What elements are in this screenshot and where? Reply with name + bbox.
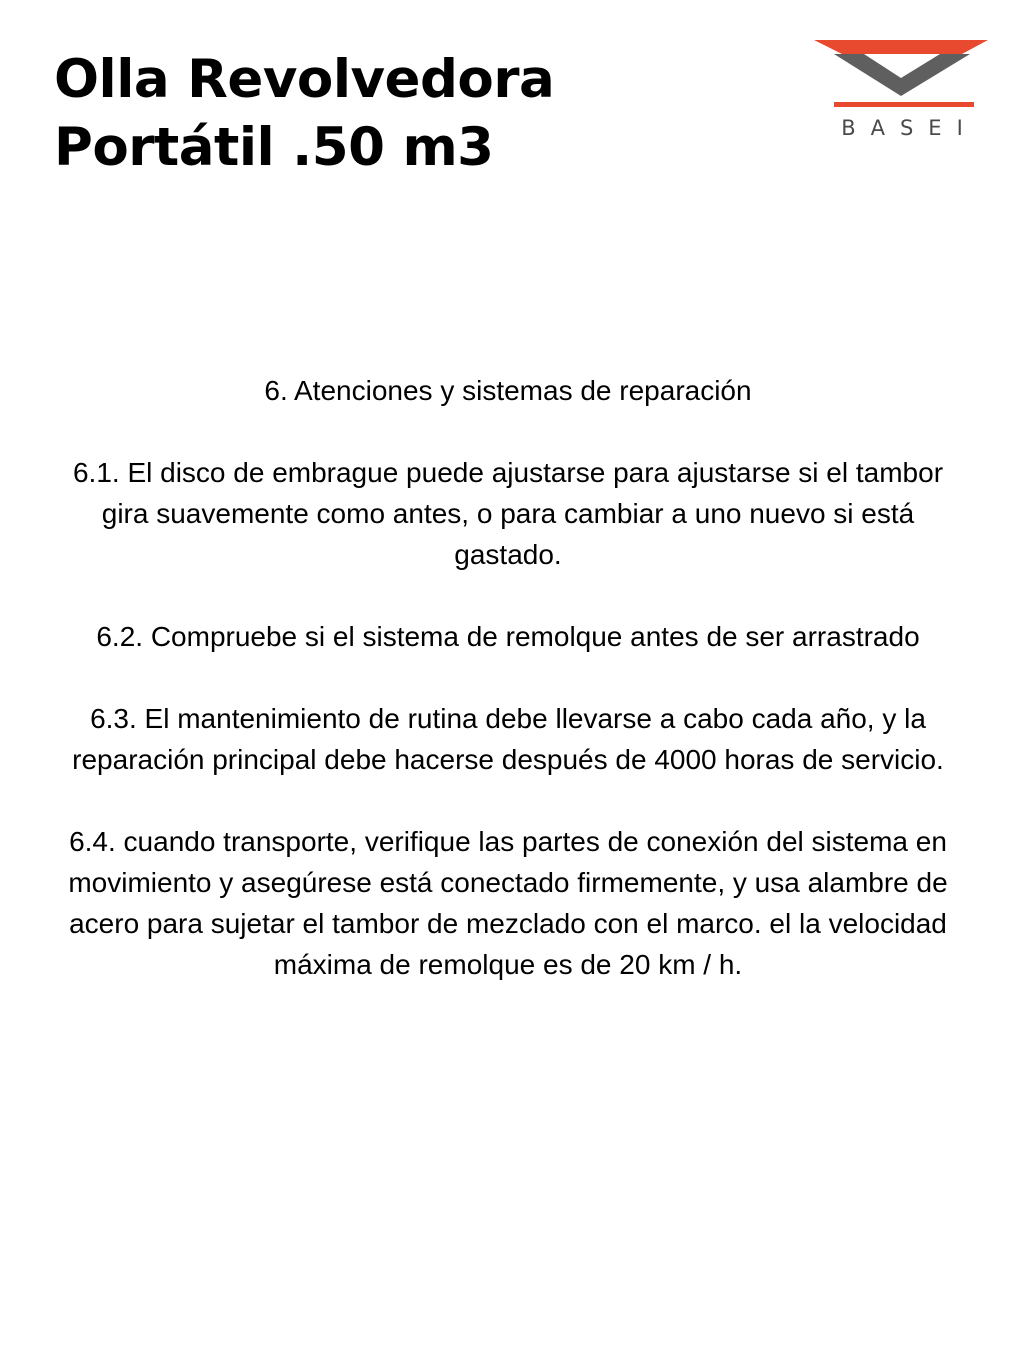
section-heading: 6. Atenciones y sistemas de reparación (264, 375, 752, 406)
paragraph-6-4: 6.4. cuando transporte, verifique las partes de conexión del sistema en movimiento y asegúrese está conectado firmemente, y usa alambre de acero para sujetar el tambor de mezclado con el marco. el la velocidad máxima de remolque es de 20 km / h. (68, 826, 948, 980)
slide-title (54, 46, 754, 182)
slide-body (60, 370, 956, 1026)
logo-text: BASEI (841, 116, 978, 140)
slide-title-line-2: Portátil .50 m3 (54, 117, 494, 178)
basei-logo (812, 36, 992, 142)
paragraph-6-2: 6.2. Compruebe si el sistema de remolque antes de ser arrastrado (96, 621, 920, 652)
paragraph-6-3: 6.3. El mantenimiento de rutina debe llevarse a cabo cada año, y la reparación principal debe hacerse después de 4000 horas de servicio. (72, 703, 944, 775)
basei-logo-mark (812, 36, 992, 112)
slide-title-line-1: Olla Revolvedora (54, 49, 555, 110)
logo-red-bar (834, 102, 974, 107)
paragraph-6-1: 6.1. El disco de embrague puede ajustarse para ajustarse si el tambor gira suavemente como antes, o para cambiar a uno nuevo si está gastado. (72, 457, 944, 570)
